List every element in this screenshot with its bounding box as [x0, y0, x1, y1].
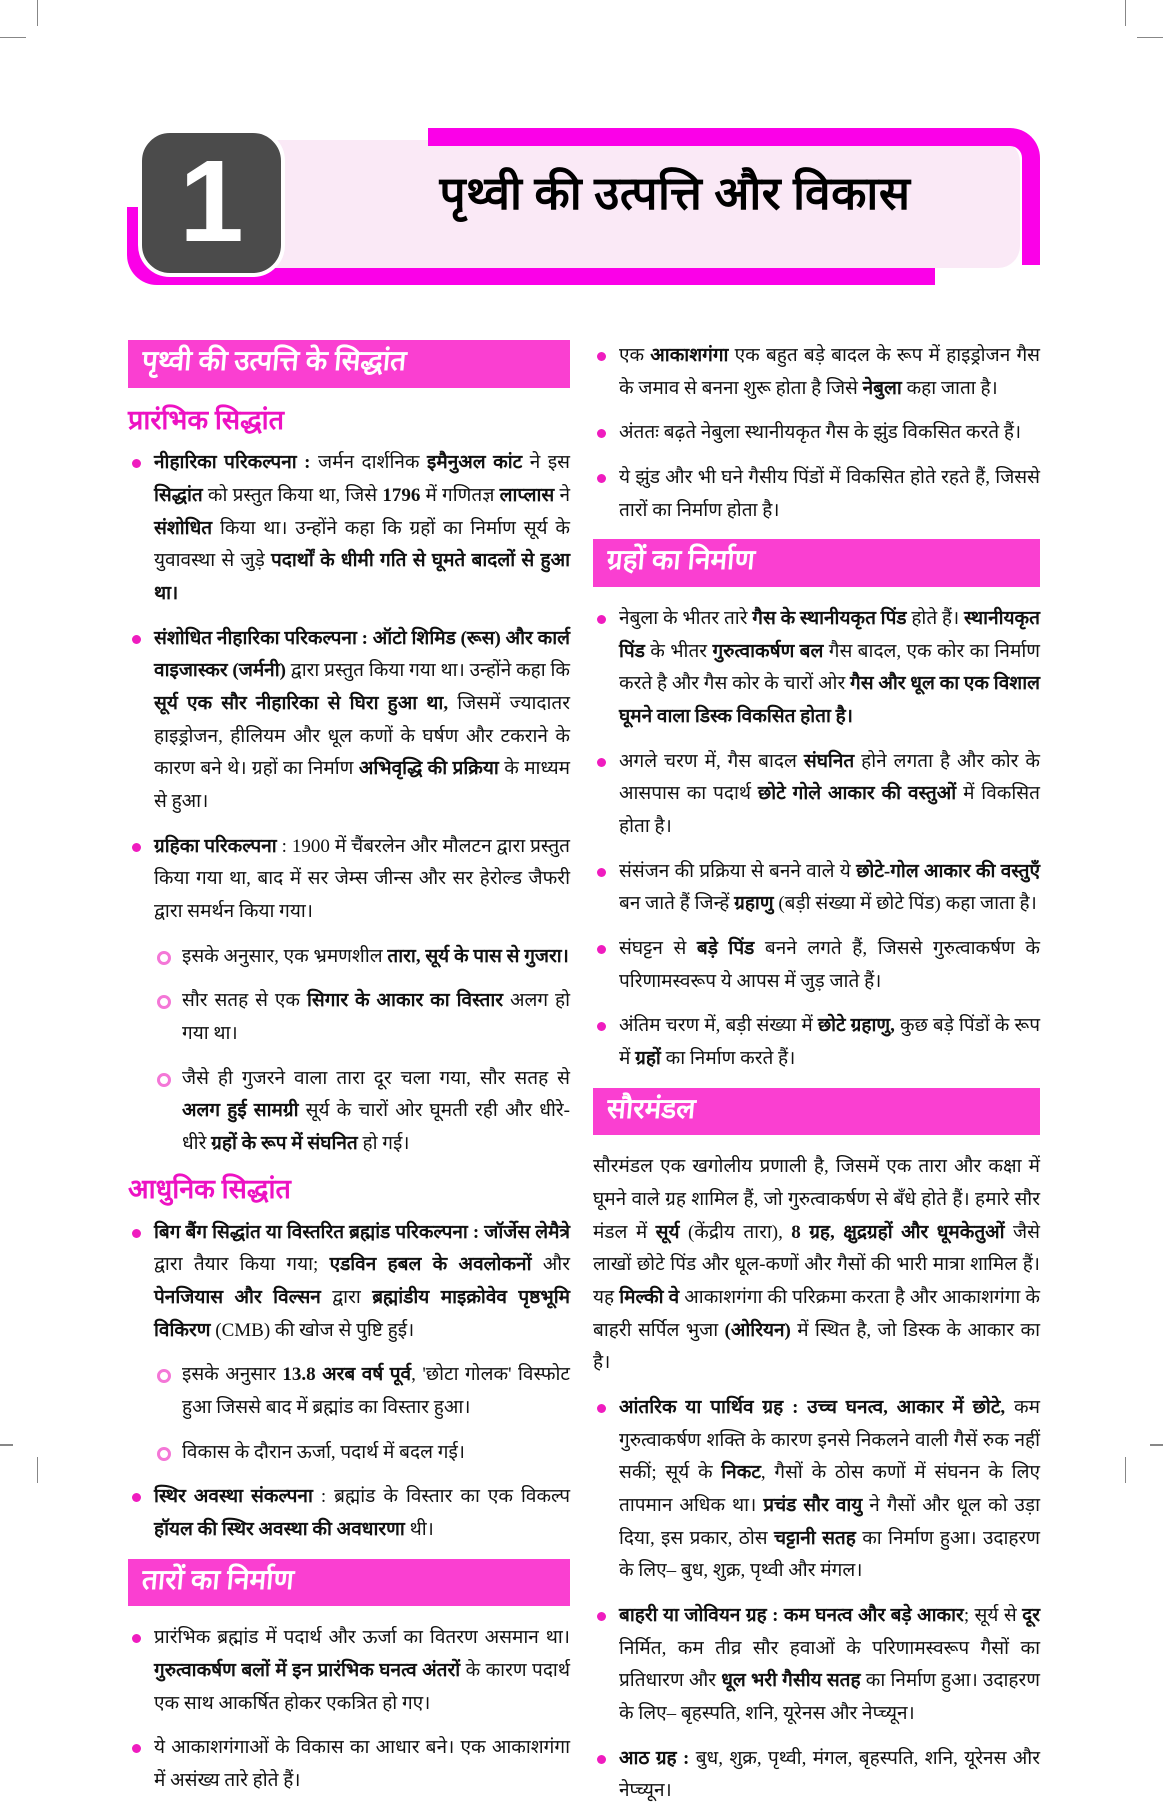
sub-bullet-item: [128, 1359, 570, 1424]
bullet-text: संशोधित नीहारिका परिकल्पना : ऑटो शिमिड (रूस) और कार्ल वाइजास्कर (जर्मनी) द्वारा प्रस्तुत किया गया था। उन्होंने कहा कि सूर्य एक सौर नीहारिका से घिरा हुआ था, जिसमें ज्यादातर हाइड्रोजन, हीलियम और धूल कणों के घर्षण और टकराने के कारण बने थे। ग्रहों का निर्माण अभिवृद्धि की प्रक्रिया के माध्यम से हुआ।: [154, 627, 571, 813]
section-header-label: सौरमंडल: [605, 1093, 697, 1125]
dot-bullet-icon: [597, 1404, 606, 1413]
bullet-text: स्थिर अवस्था संकल्पना : ब्रह्मांड के विस्तार का एक विकल्प हॉयल की स्थिर अवस्था की अवधारणा थी।: [154, 1486, 571, 1540]
bullet-text: आंतरिक या पार्थिव ग्रह : उच्च घनत्व, आकार में छोटे, कम गुरुत्वाकर्षण शक्ति के कारण इनसे निकलने वाली गैसें रुक नहीं सकीं; सूर्य के निकट, गैसों के ठोस कणों में संघनन के लिए तापमान अधिक था। प्रचंड सौर वायु ने गैसों और धूल को उड़ा दिया, इस प्रकार, ठोस चट्टानी सतह का निर्माण हुआ। उदाहरण के लिए– बुध, शुक्र, पृथ्वी और मंगल।: [619, 1396, 1041, 1582]
bullet-item: [128, 1732, 570, 1797]
bullet-item: [593, 746, 1040, 844]
crop-mark: [0, 37, 26, 38]
crop-mark: [1125, 0, 1126, 26]
crop-mark: [37, 0, 38, 26]
bullet-text: इसके अनुसार, एक भ्रमणशील तारा, सूर्य के पास से गुजरा।: [182, 945, 569, 967]
bullet-text: आठ ग्रह : बुध, शुक्र, पृथ्वी, मंगल, बृहस्पति, शनि, यूरेनस और नेप्च्यून।: [619, 1747, 1040, 1802]
bullet-text: अगले चरण में, गैस बादल संघनित होने लगता है और कोर के आसपास का पदार्थ छोटे गोले आकार की वस्तुओं में विकसित होता है।: [619, 750, 1041, 837]
crop-mark: [37, 1457, 38, 1483]
dot-bullet-icon: [597, 945, 606, 954]
dot-bullet-icon: [132, 635, 141, 644]
dot-bullet-icon: [132, 843, 141, 852]
bullet-text: इसके अनुसार 13.8 अरब वर्ष पूर्व, 'छोटा गोलक' विस्फोट हुआ जिससे बाद में ब्रह्मांड का विस्तार हुआ।: [182, 1364, 570, 1418]
dot-bullet-icon: [597, 1612, 606, 1621]
bullet-item: [593, 417, 1040, 450]
ring-bullet-icon: [157, 1073, 171, 1087]
dot-bullet-icon: [597, 1022, 606, 1031]
bullet-text: एक आकाशगंगा एक बहुत बड़े बादल के रूप में हाइड्रोजन गैस के जमाव से बनना शुरू होता है जिसे नेबुला कहा जाता है।: [619, 345, 1040, 399]
bullet-item: [593, 933, 1040, 998]
bullet-item: [593, 856, 1040, 921]
ring-bullet-icon: [157, 995, 171, 1009]
bullet-item: [128, 1481, 570, 1546]
bullet-text: बाहरी या जोवियन ग्रह : कम घनत्व और बड़े आकार; सूर्य से दूर निर्मित, कम तीव्र सौर हवाओं के परिणामस्वरूप गैसों का प्रतिधारण और धूल भरी गैसीय सतह का निर्माण हुआ। उदाहरण के लिए– बृहस्पति, शनि, यूरेनस और नेप्च्यून।: [619, 1605, 1040, 1725]
bullet-text: विकास के दौरान ऊर्जा, पदार्थ में बदल गई।: [182, 1441, 465, 1463]
chapter-number: 1: [179, 136, 244, 266]
dot-bullet-icon: [597, 868, 606, 877]
bullet-text: सौर सतह से एक सिगार के आकार का विस्तार अलग हो गया था।: [182, 990, 570, 1045]
bullet-item: [128, 447, 570, 610]
dot-bullet-icon: [132, 459, 141, 468]
dot-bullet-icon: [597, 758, 606, 767]
sub-bullet-item: [128, 985, 570, 1050]
dot-bullet-icon: [597, 474, 606, 483]
section-header: [128, 340, 570, 388]
left-column: [128, 340, 570, 1810]
crop-mark: [0, 1444, 13, 1446]
crop-mark: [1137, 37, 1163, 38]
dot-bullet-icon: [132, 1229, 141, 1238]
sub-bullet-item: [128, 941, 570, 974]
dot-bullet-icon: [597, 429, 606, 438]
bullet-text: संघट्टन से बड़े पिंड बनने लगते हैं, जिससे गुरुत्वाकर्षण के परिणामस्वरूप ये आपस में जुड़ जाते हैं।: [619, 938, 1040, 992]
ring-bullet-icon: [157, 1369, 171, 1383]
bullet-text: प्रारंभिक ब्रह्मांड में पदार्थ और ऊर्जा का वितरण असमान था। गुरुत्वाकर्षण बलों में इन प्रारंभिक घनत्व अंतरों के कारण पदार्थ एक साथ आकर्षित होकर एकत्रित हो गए।: [154, 1627, 570, 1714]
bullet-text: संसंजन की प्रक्रिया से बनने वाले ये छोटे-गोल आकार की वस्तुएँ बन जाते हैं जिन्हें ग्रहाणु (बड़ी संख्या में छोटे पिंड) कहा जाता है।: [619, 860, 1040, 915]
section-header-label: तारों का निर्माण: [140, 1564, 296, 1596]
bullet-item: [593, 1600, 1040, 1731]
bullet-text: जैसे ही गुजरने वाला तारा दूर चला गया, सौर सतह से अलग हुई सामग्री सूर्य के चारों ओर घूमती रही और धीरे-धीरे ग्रहों के रूप में संघनित हो गई।: [182, 1067, 570, 1155]
section-header-label: पृथ्वी की उत्पत्ति के सिद्धांत: [140, 346, 408, 377]
dot-bullet-icon: [597, 1755, 606, 1764]
bullet-text: नेबुला के भीतर तारे गैस के स्थानीयकृत पिंड होते हैं। स्थानीयकृत पिंड के भीतर गुरुत्वाकर्षण बल गैस बादल, एक कोर का निर्माण करते है और गैस कोर के चारों ओर गैस और धूल का एक विशाल घूमने वाला डिस्क विकसित होता है।: [619, 607, 1041, 727]
crop-mark: [1125, 1457, 1126, 1483]
chapter-title: पृथ्वी की उत्पत्ति और विकास: [439, 168, 911, 219]
bullet-text: बिग बैंग सिद्धांत या विस्तरित ब्रह्मांड परिकल्पना : जॉर्जेस लेमैत्रे द्वारा तैयार किया गया; एडविन हबल के अवलोकनों और पेनजियास और विल्सन द्वारा ब्रह्मांडीय माइक्रोवेव पृष्ठभूमि विकिरण (CMB) की खोज से पुष्टि हुई।: [154, 1221, 570, 1341]
bullet-text: ग्रहिका परिकल्पना : 1900 में चैंबरलेन और मौलटन द्वारा प्रस्तुत किया गया था, बाद में सर जेम्स जीन्स और सर हेरोल्ड जैफरी द्वारा समर्थन किया गया।: [154, 835, 570, 923]
bullet-item: [593, 340, 1040, 405]
bullet-item: [593, 1392, 1040, 1588]
bullet-item: [128, 623, 570, 819]
bullet-item: [593, 1010, 1040, 1075]
dot-bullet-icon: [597, 352, 606, 361]
ring-bullet-icon: [157, 1447, 171, 1461]
dot-bullet-icon: [597, 615, 606, 624]
section-header: [128, 1559, 570, 1607]
crop-mark: [1150, 1444, 1163, 1446]
section-header: [593, 539, 1040, 587]
bullet-item: [593, 603, 1040, 734]
sub-bullet-item: [128, 1063, 570, 1161]
bullet-item: [128, 831, 570, 929]
section-header: [593, 1088, 1040, 1136]
ring-bullet-icon: [157, 951, 171, 965]
subheading: आधुनिक सिद्धांत: [128, 1173, 291, 1204]
bullet-text: ये झुंड और भी घने गैसीय पिंडों में विकसित होते रहते हैं, जिससे तारों का निर्माण होता है।: [619, 467, 1040, 521]
chapter-number-box: [138, 129, 285, 277]
subheading: प्रारंभिक सिद्धांत: [128, 404, 285, 435]
dot-bullet-icon: [132, 1744, 141, 1753]
bullet-item: [593, 462, 1040, 527]
bullet-text: अंततः बढ़ते नेबुला स्थानीयकृत गैस के झुंड विकसित करते हैं।: [619, 422, 1022, 444]
bullet-text: ये आकाशगंगाओं के विकास का आधार बने। एक आकाशगंगा में असंख्य तारे होते हैं।: [154, 1737, 570, 1791]
dot-bullet-icon: [132, 1634, 141, 1643]
dot-bullet-icon: [132, 1493, 141, 1502]
bullet-item: [593, 1743, 1040, 1808]
right-column: [593, 340, 1040, 1820]
sub-bullet-item: [128, 1437, 570, 1470]
bullet-item: [128, 1217, 570, 1348]
bullet-text: नीहारिका परिकल्पना : जर्मन दार्शनिक इमैनुअल कांट ने इस सिद्धांत को प्रस्तुत किया था, जिसे 1796 में गणितज्ञ लाप्लास ने संशोधित किया था। उन्होंने कहा कि ग्रहों का निर्माण सूर्य के युवावस्था से जुड़े पदार्थों के धीमी गति से घूमते बादलों से हुआ था।: [154, 452, 570, 605]
paragraph: सौरमंडल एक खगोलीय प्रणाली है, जिसमें एक तारा और कक्षा में घूमने वाले ग्रह शामिल हैं, जो गुरुत्वाकर्षण से बँधे होते हैं। हमारे सौर मंडल में सूर्य (केंद्रीय तारा), 8 ग्रह, क्षुद्रग्रहों और धूमकेतुओं जैसे लाखों छोटे पिंड और धूल-कणों और गैसों की भारी मात्रा शामिल हैं। यह मिल्की वे आकाशगंगा की परिक्रमा करता है और आकाशगंगा के बाहरी सर्पिल भुजा (ओरियन) में स्थित है, जो डिस्क के आकार का है।: [593, 1156, 1040, 1374]
bullet-item: [128, 1622, 570, 1720]
bullet-text: अंतिम चरण में, बड़ी संख्या में छोटे ग्रहाणु, कुछ बड़े पिंडों के रूप में ग्रहों का निर्माण करते हैं।: [619, 1015, 1041, 1070]
section-header-label: ग्रहों का निर्माण: [605, 545, 757, 577]
